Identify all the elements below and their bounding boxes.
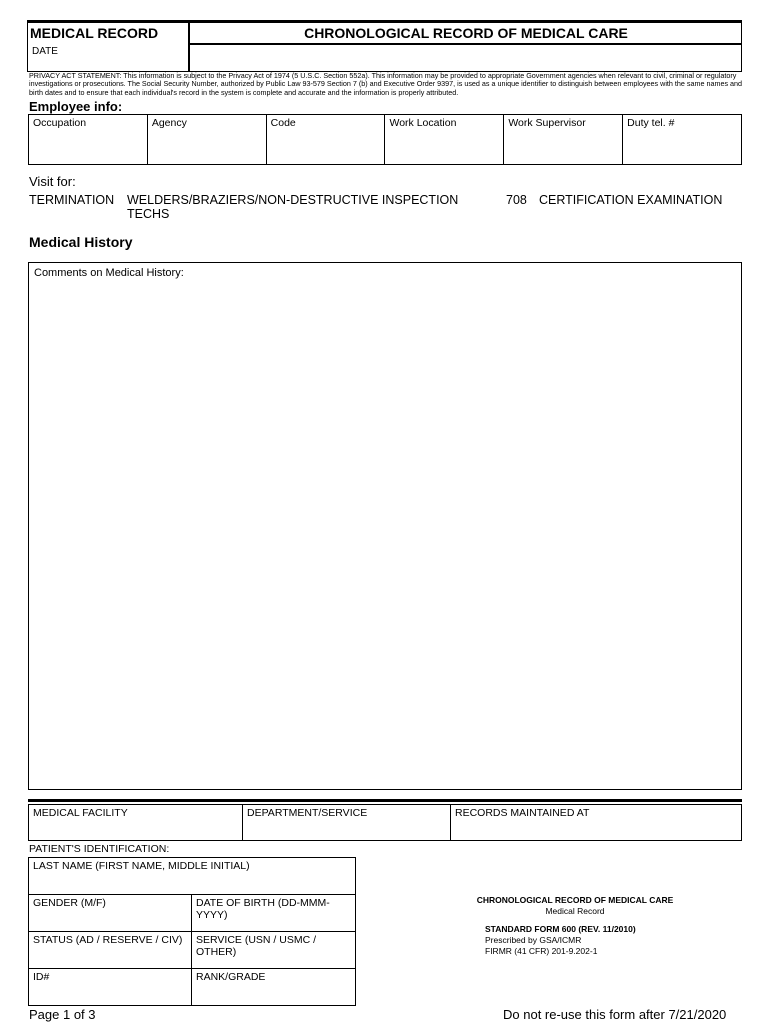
code-field[interactable]: Code [267, 115, 386, 164]
medical-history-comments-box[interactable] [28, 262, 742, 790]
date-field-label[interactable]: DATE [32, 46, 58, 57]
rank-grade-field[interactable]: RANK/GRADE [196, 971, 266, 983]
visit-code: 708 [506, 193, 527, 207]
last-name-field[interactable]: LAST NAME (FIRST NAME, MIDDLE INITIAL) [33, 860, 250, 872]
pid-row-name [29, 858, 355, 895]
records-maintained-field[interactable]: RECORDS MAINTAINED AT [455, 807, 590, 819]
gender-field[interactable]: GENDER (M/F) [29, 895, 192, 931]
department-service-field[interactable]: DEPARTMENT/SERVICE [243, 805, 451, 840]
privacy-act-statement: PRIVACY ACT STATEMENT: This information is subject to the Privacy Act of 1974 (5 U.S.C. Section 552a). This information may be provided to appropriate Government agencies when relevant to civil, criminal or regulatory investigations or prosecutions. The Social Security Number, authorized by Public Law 93-579 Section 7 (b) and Executive Order 9397, is used as a unique identifier to distinguish between employees with the same names and birth dates and to ensure that each individual's record in the system is complete and accurate and the information is properly attributed. [29, 71, 743, 97]
form-info-subtitle: Medical Record [545, 906, 605, 916]
standard-form-number: STANDARD FORM 600 (REV. 11/2010) [485, 924, 636, 934]
patient-identification-label: PATIENT'S IDENTIFICATION: [29, 843, 170, 855]
pid-row-status [29, 932, 355, 969]
form-title: CHRONOLOGICAL RECORD OF MEDICAL CARE [304, 25, 628, 41]
duty-tel-field[interactable]: Duty tel. # [627, 117, 675, 129]
visit-description: WELDERS/BRAZIERS/NON-DESTRUCTIVE INSPECTION TECHS [127, 193, 459, 221]
agency-field[interactable]: Agency [148, 115, 267, 164]
date-of-birth-field[interactable]: DATE OF BIRTH (DD-MMM-YYYY) [196, 897, 330, 921]
patient-identification-table [28, 857, 356, 1006]
visit-type: TERMINATION [29, 193, 115, 207]
medical-record-title: MEDICAL RECORD [30, 25, 159, 41]
header-divider [190, 43, 742, 45]
medical-facility-field[interactable]: MEDICAL FACILITY [29, 805, 243, 840]
status-field[interactable]: STATUS (AD / RESERVE / CIV) [29, 932, 192, 968]
page-number: Page 1 of 3 [29, 1007, 96, 1022]
medical-history-heading: Medical History [29, 234, 133, 250]
id-number-field[interactable]: ID# [29, 969, 192, 1006]
firmr-reference: FIRMR (41 CFR) 201-9.202-1 [485, 946, 598, 956]
visit-for-label: Visit for: [29, 174, 76, 189]
work-supervisor-field[interactable]: Work Supervisor [504, 115, 623, 164]
form-info-title: CHRONOLOGICAL RECORD OF MEDICAL CARE [476, 895, 674, 905]
occupation-field[interactable]: Occupation [29, 115, 148, 164]
prescribed-by: Prescribed by GSA/ICMR [485, 935, 582, 945]
pid-row-gender [29, 895, 355, 932]
employee-info-table [28, 114, 742, 165]
employee-info-heading: Employee info: [29, 99, 123, 114]
work-location-field[interactable]: Work Location [385, 115, 504, 164]
visit-exam: CERTIFICATION EXAMINATION [539, 193, 723, 207]
footer-rule [28, 799, 742, 802]
facility-table [28, 804, 742, 841]
medical-history-comments-label: Comments on Medical History: [34, 267, 184, 279]
service-field[interactable]: SERVICE (USN / USMC / OTHER) [196, 934, 316, 958]
pid-row-id [29, 969, 355, 1006]
reuse-notice: Do not re-use this form after 7/21/2020 [503, 1007, 727, 1022]
